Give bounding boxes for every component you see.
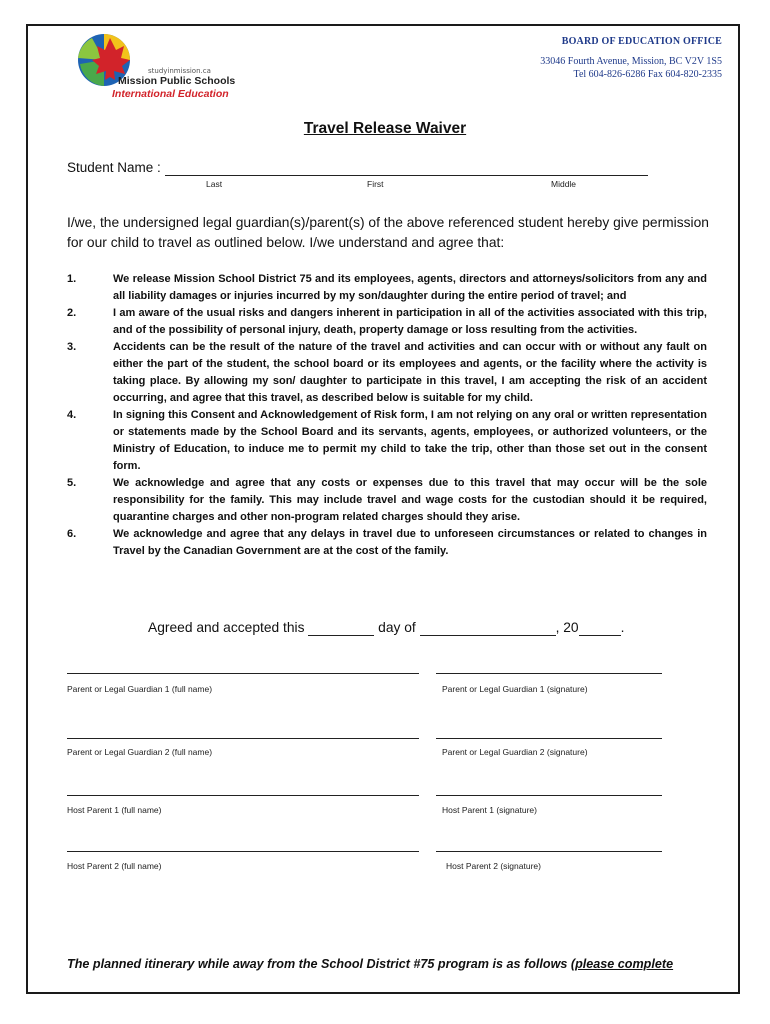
- itinerary-instruction: (please complete: [570, 957, 674, 971]
- office-header: [540, 36, 722, 81]
- list-item: [67, 526, 707, 560]
- student-name-field[interactable]: [165, 175, 648, 176]
- item-text: We acknowledge and agree that any costs or expenses due to this travel that may occur will be the sole responsibility for the family. This may include travel and wage costs for the custodian should it be required, quarantine charges and other non-program related charges should they arise.: [113, 477, 707, 523]
- agreement-text-1: Agreed and accepted this: [148, 620, 309, 635]
- host1-signature-field[interactable]: [436, 795, 662, 796]
- last-name-label: Last: [206, 179, 223, 189]
- list-item: [67, 475, 707, 526]
- office-phone: Tel 604-826-6286 Fax 604-820-2335: [573, 69, 722, 80]
- host2-name-label: Host Parent 2 (full name): [67, 861, 162, 871]
- agreement-text-2: day of: [374, 620, 420, 635]
- list-item: [67, 305, 707, 339]
- year-field[interactable]: [579, 620, 621, 636]
- itinerary-text: The planned itinerary while away from the School District #75 program is as follows: [67, 957, 571, 971]
- middle-name-label: Middle: [551, 179, 577, 189]
- first-name-label: First: [367, 179, 384, 189]
- item-number: 4.: [67, 409, 77, 421]
- document-title: Travel Release Waiver: [303, 120, 467, 137]
- guardian2-signature-field[interactable]: [436, 738, 662, 739]
- item-number: 1.: [67, 273, 77, 285]
- guardian2-name-field[interactable]: [67, 738, 419, 739]
- host2-signature-field[interactable]: [436, 851, 662, 852]
- itinerary-heading: [67, 957, 673, 971]
- day-number-field[interactable]: [308, 620, 374, 636]
- guardian2-name-label: Parent or Legal Guardian 2 (full name): [67, 747, 213, 757]
- month-field[interactable]: [420, 620, 556, 636]
- item-number: 3.: [67, 341, 77, 353]
- list-item: [67, 339, 707, 407]
- mission-schools-logo: [70, 30, 236, 102]
- item-text: We release Mission School District 75 and its employees, agents, directors and attorneys/solicitors from any and all liability damages or injuries incurred by my son/daughter during the entire period of travel; and: [113, 273, 707, 302]
- logo-subtitle: International Education: [112, 88, 229, 100]
- list-item: [67, 271, 707, 305]
- item-text: In signing this Consent and Acknowledgement of Risk form, I am not relying on any oral or written representation or statements made by the School Board and its servants, agents, employees, or authorized volunteers, or the Ministry of Education, to induce me to permit my child to take the trip, other than those set out in the consent form.: [113, 409, 707, 472]
- guardian2-signature-label: Parent or Legal Guardian 2 (signature): [442, 747, 588, 757]
- item-text: I am aware of the usual risks and dangers inherent in participation in all of the activities associated with this trip, and of the possibility of personal injury, death, property damage or loss resulting from the activities.: [113, 307, 707, 336]
- item-number: 5.: [67, 477, 77, 489]
- host2-name-field[interactable]: [67, 851, 419, 852]
- item-number: 6.: [67, 528, 77, 540]
- item-text: We acknowledge and agree that any delays in travel due to unforeseen circumstances or related to changes in Travel by the Canadian Government are at the cost of the family.: [113, 528, 707, 557]
- waiver-terms-list: [67, 271, 707, 560]
- host1-name-field[interactable]: [67, 795, 419, 796]
- office-address: 33046 Fourth Avenue, Mission, BC V2V 1S5: [540, 56, 722, 67]
- guardian1-name-field[interactable]: [67, 673, 419, 674]
- agreement-line: [148, 620, 624, 636]
- office-title: BOARD OF EDUCATION OFFICE: [561, 36, 722, 47]
- item-text: Accidents can be the result of the nature of the travel and activities and can occur with or without any fault on either the part of the student, the school board or its employees and agents, or the facility where the activity is taking place. By allowing my son/ daughter to participate in this travel, I am accepting the risk of an accident occurring, and agree that this travel, as described below is suitable for my child.: [113, 341, 707, 404]
- host1-name-label: Host Parent 1 (full name): [67, 805, 162, 815]
- agreement-text-4: .: [620, 620, 625, 635]
- list-item: [67, 407, 707, 475]
- item-number: 2.: [67, 307, 77, 319]
- guardian1-signature-field[interactable]: [436, 673, 662, 674]
- host2-signature-label: Host Parent 2 (signature): [446, 861, 541, 871]
- guardian1-name-label: Parent or Legal Guardian 1 (full name): [67, 684, 213, 694]
- guardian1-signature-label: Parent or Legal Guardian 1 (signature): [442, 684, 588, 694]
- intro-paragraph: I/we, the undersigned legal guardian(s)/parent(s) of the above referenced student hereby give permission for our child to travel as outlined below. I/we understand and agree that:: [67, 215, 709, 250]
- logo-url: studyinmission.ca: [148, 67, 211, 75]
- host1-signature-label: Host Parent 1 (signature): [442, 805, 537, 815]
- student-name-label: Student Name :: [67, 160, 161, 175]
- agreement-text-3: , 20: [555, 620, 579, 635]
- logo-school-name: Mission Public Schools: [118, 75, 236, 87]
